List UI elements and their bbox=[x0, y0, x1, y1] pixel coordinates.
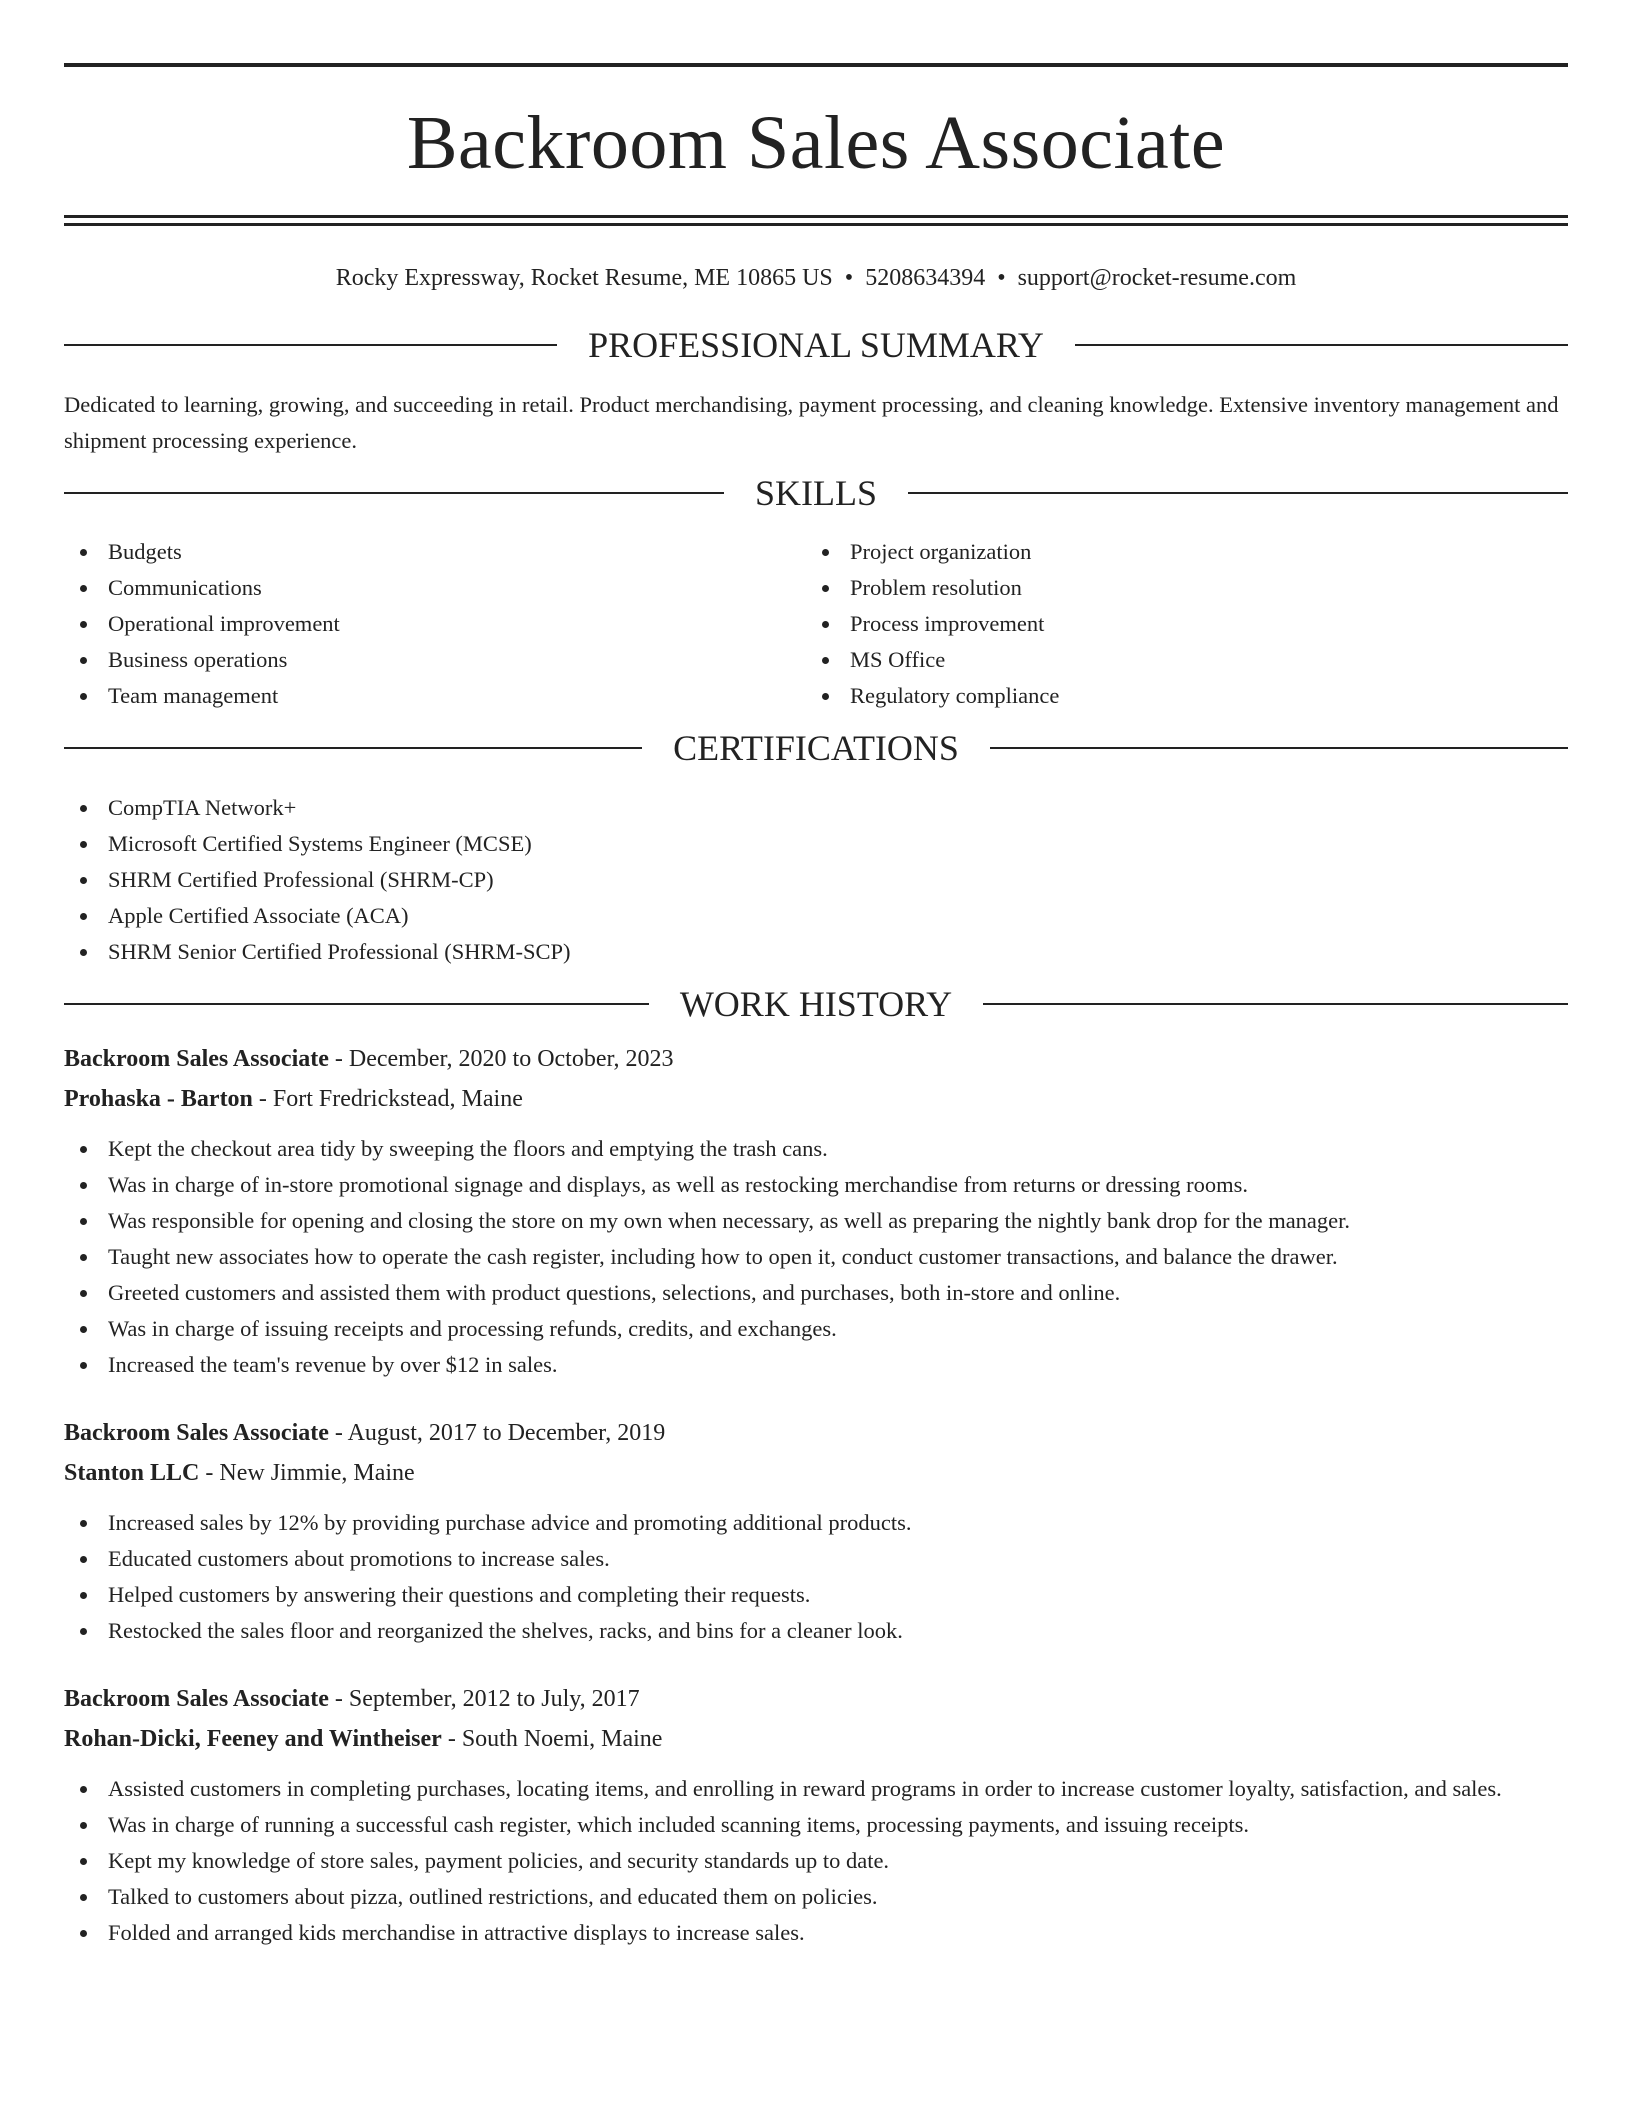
summary-text: Dedicated to learning, growing, and succeeding in retail. Product merchandising, payment processing, and cleaning knowledge. Extensive inventory management and shipment processing experience. bbox=[64, 392, 1559, 453]
skills-list-right bbox=[806, 534, 1548, 714]
job-location: Fort Fredrickstead, Maine bbox=[272, 1086, 523, 1112]
contact-address: Rocky Expressway, Rocket Resume, ME 10865 US bbox=[335, 265, 833, 291]
heading-rule-left bbox=[64, 344, 557, 346]
job-bullet: Increased the team's revenue by over $12 in sales. bbox=[64, 1347, 1568, 1383]
heading-rule-right bbox=[983, 1003, 1568, 1005]
skills-heading-label: SKILLS bbox=[755, 473, 878, 513]
job-dates: September, 2012 to July, 2017 bbox=[348, 1686, 640, 1712]
job-bullet: Folded and arranged kids merchandise in attractive displays to increase sales. bbox=[64, 1915, 1568, 1951]
skill-item: Project organization bbox=[806, 534, 1548, 570]
contact-email: support@rocket-resume.com bbox=[1017, 265, 1297, 291]
job-bullet: Increased sales by 12% by providing purchase advice and promoting additional products. bbox=[64, 1505, 1568, 1541]
skill-item: Regulatory compliance bbox=[806, 678, 1548, 714]
job-bullet: Kept the checkout area tidy by sweeping the floors and emptying the trash cans. bbox=[64, 1131, 1568, 1167]
job-bullets bbox=[64, 1505, 1568, 1649]
skill-item: MS Office bbox=[806, 642, 1548, 678]
certification-item: Apple Certified Associate (ACA) bbox=[64, 898, 1568, 934]
skills-heading bbox=[64, 473, 1568, 513]
skill-item: Operational improvement bbox=[64, 606, 806, 642]
skill-item: Problem resolution bbox=[806, 570, 1548, 606]
skill-item: Business operations bbox=[64, 642, 806, 678]
work-history-heading-label: WORK HISTORY bbox=[679, 984, 953, 1024]
contact-line bbox=[64, 263, 1568, 293]
skill-item: Communications bbox=[64, 570, 806, 606]
title-double-rule bbox=[64, 215, 1568, 226]
job-company: Stanton LLC bbox=[64, 1460, 200, 1486]
top-rule bbox=[64, 63, 1568, 67]
skills-grid bbox=[64, 534, 1568, 714]
job-bullet: Talked to customers about pizza, outlined restrictions, and educated them on policies. bbox=[64, 1879, 1568, 1915]
contact-separator: • bbox=[844, 265, 854, 291]
job-title: Backroom Sales Associate bbox=[64, 1686, 329, 1712]
job-dates: August, 2017 to December, 2019 bbox=[347, 1420, 666, 1446]
heading-rule-left bbox=[64, 747, 642, 749]
heading-rule-right bbox=[908, 492, 1568, 494]
certification-item: SHRM Senior Certified Professional (SHRM-SCP) bbox=[64, 934, 1568, 970]
heading-rule-left bbox=[64, 492, 724, 494]
job-bullet: Was responsible for opening and closing the store on my own when necessary, as well as preparing the nightly bank drop for the manager. bbox=[64, 1203, 1568, 1239]
contact-separator: • bbox=[997, 265, 1006, 291]
job-bullet: Was in charge of running a successful cash register, which included scanning items, processing payments, and issuing receipts. bbox=[64, 1807, 1568, 1843]
job-dates: December, 2020 to October, 2023 bbox=[348, 1046, 674, 1072]
job-title-line: Backroom Sales Associate - August, 2017 to December, 2019 bbox=[64, 1420, 666, 1446]
summary-heading bbox=[64, 325, 1568, 365]
job-bullet: Helped customers by answering their questions and completing their requests. bbox=[64, 1577, 1568, 1613]
skills-list-left bbox=[64, 534, 806, 714]
job-company: Rohan-Dicki, Feeney and Wintheiser bbox=[64, 1726, 442, 1752]
job-bullet: Educated customers about promotions to increase sales. bbox=[64, 1541, 1568, 1577]
job-bullet: Restocked the sales floor and reorganized the shelves, racks, and bins for a cleaner look. bbox=[64, 1613, 1568, 1649]
skill-item: Team management bbox=[64, 678, 806, 714]
job-company-line: Rohan-Dicki, Feeney and Wintheiser - South Noemi, Maine bbox=[64, 1726, 663, 1752]
certifications-heading-label: CERTIFICATIONS bbox=[673, 728, 959, 768]
job-bullets bbox=[64, 1771, 1568, 1951]
job-company-line: Stanton LLC - New Jimmie, Maine bbox=[64, 1460, 415, 1486]
summary-heading-label: PROFESSIONAL SUMMARY bbox=[588, 325, 1044, 365]
job-bullet: Was in charge of issuing receipts and processing refunds, credits, and exchanges. bbox=[64, 1311, 1568, 1347]
resume-title: Backroom Sales Associate bbox=[406, 101, 1226, 185]
job-company-line: Prohaska - Barton - Fort Fredrickstead, Maine bbox=[64, 1086, 523, 1112]
certification-item: SHRM Certified Professional (SHRM-CP) bbox=[64, 862, 1568, 898]
job-location: South Noemi, Maine bbox=[461, 1726, 663, 1752]
job-title-line: Backroom Sales Associate - December, 2020 to October, 2023 bbox=[64, 1046, 674, 1072]
certification-item: Microsoft Certified Systems Engineer (MCSE) bbox=[64, 826, 1568, 862]
heading-rule-right bbox=[1075, 344, 1568, 346]
job-bullets bbox=[64, 1131, 1568, 1383]
certifications-list bbox=[64, 790, 1568, 970]
job-company: Prohaska - Barton bbox=[64, 1086, 253, 1112]
job-entry bbox=[64, 1413, 1568, 1649]
job-title: Backroom Sales Associate bbox=[64, 1420, 329, 1446]
job-title: Backroom Sales Associate bbox=[64, 1046, 329, 1072]
skill-item: Process improvement bbox=[806, 606, 1548, 642]
job-title-line: Backroom Sales Associate - September, 2012 to July, 2017 bbox=[64, 1686, 640, 1712]
job-entry bbox=[64, 1679, 1568, 1951]
job-entry bbox=[64, 1039, 1568, 1383]
job-bullet: Assisted customers in completing purchases, locating items, and enrolling in reward programs in order to increase customer loyalty, satisfaction, and sales. bbox=[64, 1771, 1568, 1807]
job-location: New Jimmie, Maine bbox=[219, 1460, 415, 1486]
job-bullet: Taught new associates how to operate the cash register, including how to open it, conduct customer transactions, and balance the drawer. bbox=[64, 1239, 1568, 1275]
heading-rule-right bbox=[990, 747, 1568, 749]
contact-phone: 5208634394 bbox=[865, 265, 986, 291]
job-bullet: Greeted customers and assisted them with product questions, selections, and purchases, both in-store and online. bbox=[64, 1275, 1568, 1311]
certification-item: CompTIA Network+ bbox=[64, 790, 1568, 826]
job-bullet: Was in charge of in-store promotional signage and displays, as well as restocking merchandise from returns or dressing rooms. bbox=[64, 1167, 1568, 1203]
work-history-heading bbox=[64, 984, 1568, 1024]
job-bullet: Kept my knowledge of store sales, payment policies, and security standards up to date. bbox=[64, 1843, 1568, 1879]
heading-rule-left bbox=[64, 1003, 649, 1005]
skill-item: Budgets bbox=[64, 534, 806, 570]
certifications-heading bbox=[64, 728, 1568, 768]
